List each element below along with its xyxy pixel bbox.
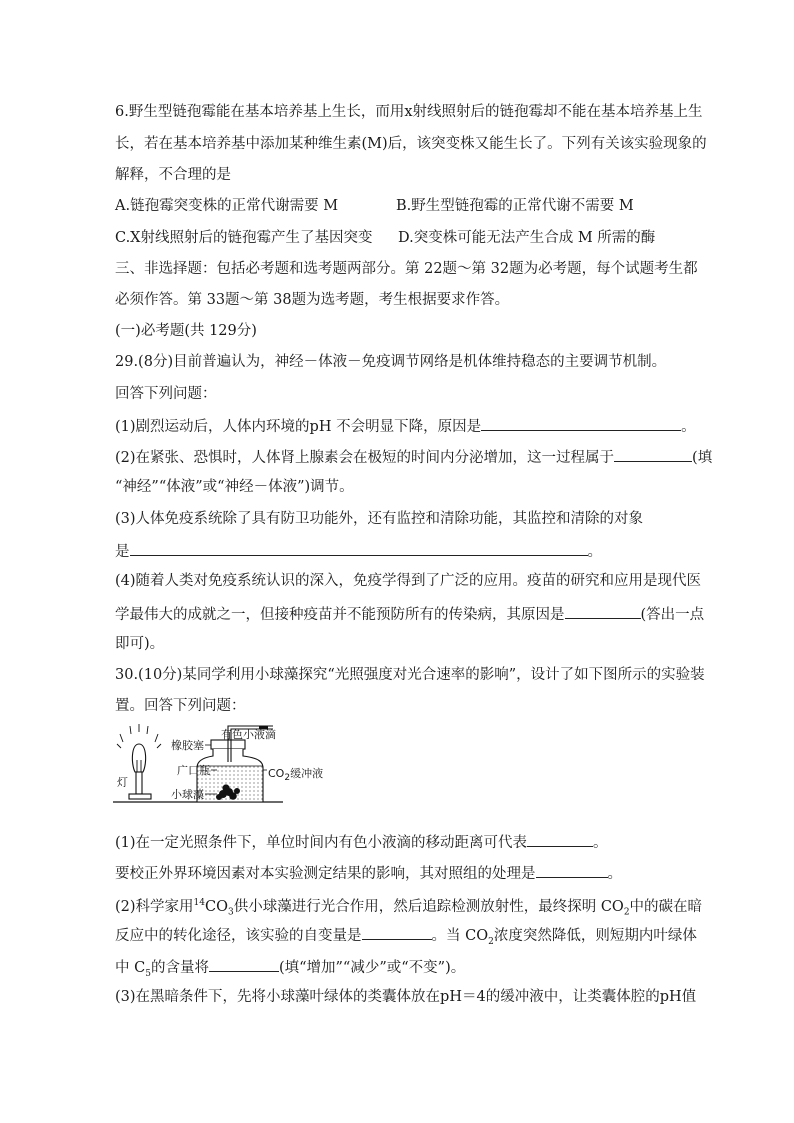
section3-subtitle: (一)必考题(共 129分) bbox=[115, 323, 257, 339]
answer-blank[interactable] bbox=[209, 956, 279, 972]
lamp-label: 灯 bbox=[117, 776, 128, 789]
q30-part1-text: (1)在一定光照条件下，单位时间内有色小液滴的移动距离可代表 bbox=[115, 835, 528, 851]
buffer-label-co: CO bbox=[268, 767, 285, 780]
buffer-label-text: 缓冲液 bbox=[290, 767, 324, 780]
q29-stem-line2: 回答下列问题： bbox=[115, 386, 217, 402]
q30-part2-text7: 中 C bbox=[115, 960, 146, 976]
q30-part1-line1 bbox=[115, 831, 608, 853]
section3-intro-line1: 三、非选择题：包括必考题和选考题两部分。第 22题～第 32题为必考题，每个试题考生都 bbox=[115, 261, 698, 277]
q29-part1-text: (1)剧烈运动后，人体内环境的pH 不会明显下降，原因是 bbox=[115, 419, 482, 435]
q29-part3-line2 bbox=[115, 540, 602, 562]
q30-stem-line1: 30.(10分)某同学利用小球藻探究“光照强度对光合速率的影响”，设计了如下图所示的实验装 bbox=[115, 667, 705, 683]
q6-option-a: A.链孢霉突变株的正常代谢需要 M bbox=[115, 198, 339, 214]
q30-part1-text2: 要校正外界环境因素对本实验测定结果的影响，其对照组的处理是 bbox=[115, 866, 536, 882]
answer-blank[interactable] bbox=[130, 540, 588, 556]
q29-part2-fill: (填 bbox=[692, 450, 713, 466]
q29-part1 bbox=[115, 415, 696, 437]
q30-part2-text3: 中的碳在暗 bbox=[629, 898, 703, 915]
q29-part4-note: (答出一点 bbox=[640, 607, 705, 623]
q29-part4-line3: 即可)。 bbox=[115, 636, 165, 652]
q30-part2-line2 bbox=[115, 924, 697, 952]
q6-stem-line1: 6.野生型链孢霉能在基本培养基上生长，而用x射线照射后的链孢霉却不能在基本培养基上生 bbox=[115, 104, 703, 120]
q30-part2-line1 bbox=[115, 893, 702, 923]
q29-part3-line1: (3)人体免疫系统除了具有防卫功能外，还有监控和清除功能，其监控和清除的对象 bbox=[115, 511, 644, 527]
q30-part2-text4: 反应中的转化途径，该实验的自变量是 bbox=[115, 928, 362, 944]
answer-blank[interactable] bbox=[481, 415, 681, 431]
q29-part1-end: 。 bbox=[681, 419, 696, 435]
algae-label: 小球藻 bbox=[171, 788, 204, 801]
q30-part2-sub: 3 bbox=[227, 907, 234, 918]
q29-part4-line1: (4)随着人类对免疫系统认识的深入，免疫学得到了广泛的应用。疫苗的研究和应用是现代医 bbox=[115, 573, 702, 589]
q30-part2-text2: 供小球藻进行光合作用，然后追踪检测放射性，最终探明 CO bbox=[233, 898, 624, 915]
section3-intro-line2: 必须作答。第 33题～第 38题为选考题，考生根据要求作答。 bbox=[115, 292, 510, 308]
q6-option-c: C.X射线照射后的链孢霉产生了基因突变 bbox=[115, 230, 373, 246]
q6-stem-line2: 长，若在基本培养基中添加某种维生素(M)后，该突变株又能生长了。下列有关该实验现象的 bbox=[115, 136, 707, 152]
q30-part2-line3 bbox=[115, 956, 465, 984]
q30-part1-line2 bbox=[115, 862, 622, 884]
q30-part2-sub3: 2 bbox=[488, 936, 494, 947]
q6-stem-line3: 解释，不合理的是 bbox=[115, 167, 231, 183]
q29-part2-line1 bbox=[115, 446, 712, 468]
q29-part3-end: 。 bbox=[587, 544, 602, 560]
q29-part4-line2 bbox=[115, 603, 704, 625]
q30-stem-line2: 置。回答下列问题： bbox=[115, 698, 246, 714]
q30-part2-text: (2)科学家用 bbox=[115, 898, 194, 915]
q30-part2-sub4: 5 bbox=[145, 968, 151, 979]
stopper-label: 橡胶塞 bbox=[171, 739, 204, 752]
q30-part2-co: CO bbox=[205, 898, 228, 915]
apparatus-figure bbox=[113, 722, 283, 814]
q29-part2-line2: “神经”“体液”或“神经－体液”)调节。 bbox=[115, 479, 354, 495]
q30-part2-text9: (填“增加”“减少”或“不变”)。 bbox=[278, 960, 466, 976]
q30-part2-text8: 的含量将 bbox=[150, 960, 209, 976]
q29-part2-text: (2)在紧张、恐惧时，人体肾上腺素会在极短的时间内分泌增加，这一过程属于 bbox=[115, 450, 615, 466]
q30-part3-line1: (3)在黑暗条件下，先将小球藻叶绿体的类囊体放在pH＝4的缓冲液中，让类囊体腔的pH值 bbox=[115, 989, 697, 1005]
q30-part2-text5: 。当 CO bbox=[431, 928, 489, 944]
q30-part1-end: 。 bbox=[593, 835, 608, 851]
answer-blank[interactable] bbox=[614, 446, 692, 462]
buffer-label-html bbox=[268, 765, 323, 783]
q29-stem-line1: 29.(8分)目前普遍认为，神经－体液－免疫调节网络是机体维持稳态的主要调节机制。 bbox=[115, 354, 667, 370]
q6-option-d: D.突变株可能无法产生合成 M 所需的酶 bbox=[398, 230, 656, 246]
q29-part4-text: 学最伟大的成就之一，但接种疫苗并不能预防所有的传染病，其原因是 bbox=[115, 607, 565, 623]
isotope-superscript: 14 bbox=[193, 898, 205, 908]
q30-part2-text6: 浓度突然降低，则短期内叶绿体 bbox=[493, 928, 697, 944]
q30-part2-sub2: 2 bbox=[623, 907, 630, 918]
q30-part1-end2: 。 bbox=[607, 866, 622, 882]
q6-option-b: B.野生型链孢霉的正常代谢不需要 M bbox=[396, 198, 634, 214]
buffer-label-sub: 2 bbox=[284, 773, 291, 784]
bottle-label: 广口瓶 bbox=[177, 764, 210, 777]
answer-blank[interactable] bbox=[565, 603, 641, 619]
q29-part3-text: 是 bbox=[115, 544, 130, 560]
answer-blank[interactable] bbox=[527, 831, 593, 847]
answer-blank[interactable] bbox=[362, 924, 432, 940]
droplet-label: 有色小液滴 bbox=[221, 728, 276, 741]
answer-blank[interactable] bbox=[536, 862, 608, 878]
